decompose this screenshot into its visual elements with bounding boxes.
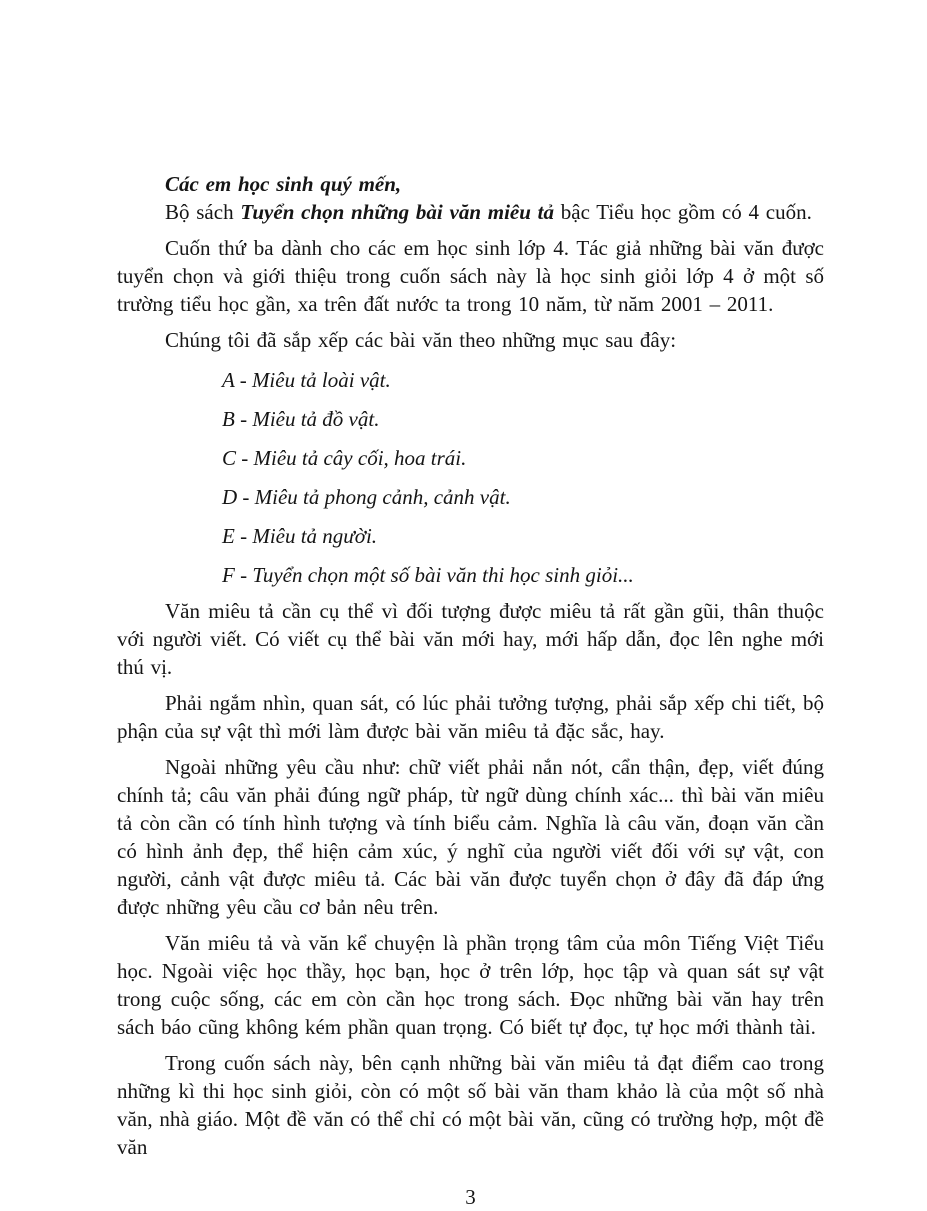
paragraph-observation: Phải ngắm nhìn, quan sát, có lúc phải tưởng tượng, phải sắp xếp chi tiết, bộ phận của sự vật thì mới làm được bài văn miêu tả đặc sắc, hay.	[117, 691, 824, 743]
section-list-item-f: F - Tuyển chọn một số bài văn thi học sinh giỏi...	[222, 563, 634, 587]
section-list-item-c: C - Miêu tả cây cối, hoa trái.	[222, 446, 467, 470]
salutation-line: Các em học sinh quý mến,	[165, 172, 402, 196]
paragraph-requirements: Ngoài những yêu cầu như: chữ viết phải nắn nót, cẩn thận, đẹp, viết đúng chính tả; câu văn phải đúng ngữ pháp, từ ngữ dùng chính xác... thì bài văn miêu tả còn cần có tính hình tượng và tính biểu cảm. Nghĩa là câu văn, đoạn văn cần có hình ảnh đẹp, thể hiện cảm xúc, ý nghĩ của người viết đối với sự vật, con người, cảnh vật được miêu tả. Các bài văn được tuyển chọn ở đây đã đáp ứng được những yêu cầu cơ bản nêu trên.	[117, 755, 824, 919]
series-intro-line	[117, 198, 824, 226]
section-list-item-a: A - Miêu tả loài vật.	[222, 368, 391, 392]
page-number: 3	[465, 1185, 476, 1209]
paragraph-importance: Văn miêu tả và văn kể chuyện là phần trọng tâm của môn Tiếng Việt Tiểu học. Ngoài việc học thầy, học bạn, học ở trên lớp, học tập và quan sát sự vật trong cuộc sống, các em còn cần học trong sách. Đọc những bài văn hay trên sách báo cũng không kém phần quan trọng. Có biết tự đọc, tự học mới thành tài.	[117, 931, 824, 1039]
paragraph-sections-intro: Chúng tôi đã sắp xếp các bài văn theo những mục sau đây:	[165, 328, 677, 352]
paragraph-concreteness: Văn miêu tả cần cụ thể vì đối tượng được miêu tả rất gần gũi, thân thuộc với người viết. Có viết cụ thể bài văn mới hay, mới hấp dẫn, đọc lên nghe mới thú vị.	[117, 599, 824, 679]
section-list-item-e: E - Miêu tả người.	[222, 524, 378, 548]
paragraph-volume-intro: Cuốn thứ ba dành cho các em học sinh lớp 4. Tác giả những bài văn được tuyển chọn và giới thiệu trong cuốn sách này là học sinh giỏi lớp 4 ở một số trường tiểu học gần, xa trên đất nước ta trong 10 năm, từ năm 2001 – 2011.	[117, 236, 824, 316]
section-list-item-b: B - Miêu tả đồ vật.	[222, 407, 380, 431]
section-list-item-d: D - Miêu tả phong cảnh, cảnh vật.	[222, 485, 511, 509]
series-title: Tuyển chọn những bài văn miêu tả	[240, 200, 555, 224]
series-intro-suffix: bậc Tiểu học gồm có 4 cuốn.	[554, 200, 812, 224]
series-intro-prefix: Bộ sách	[165, 200, 241, 224]
paragraph-book-contents: Trong cuốn sách này, bên cạnh những bài văn miêu tả đạt điểm cao trong những kì thi học sinh giỏi, còn có một số bài văn tham khảo là của một số nhà văn, nhà giáo. Một đề văn có thể chỉ có một bài văn, cũng có trường hợp, một đề văn	[117, 1051, 824, 1159]
